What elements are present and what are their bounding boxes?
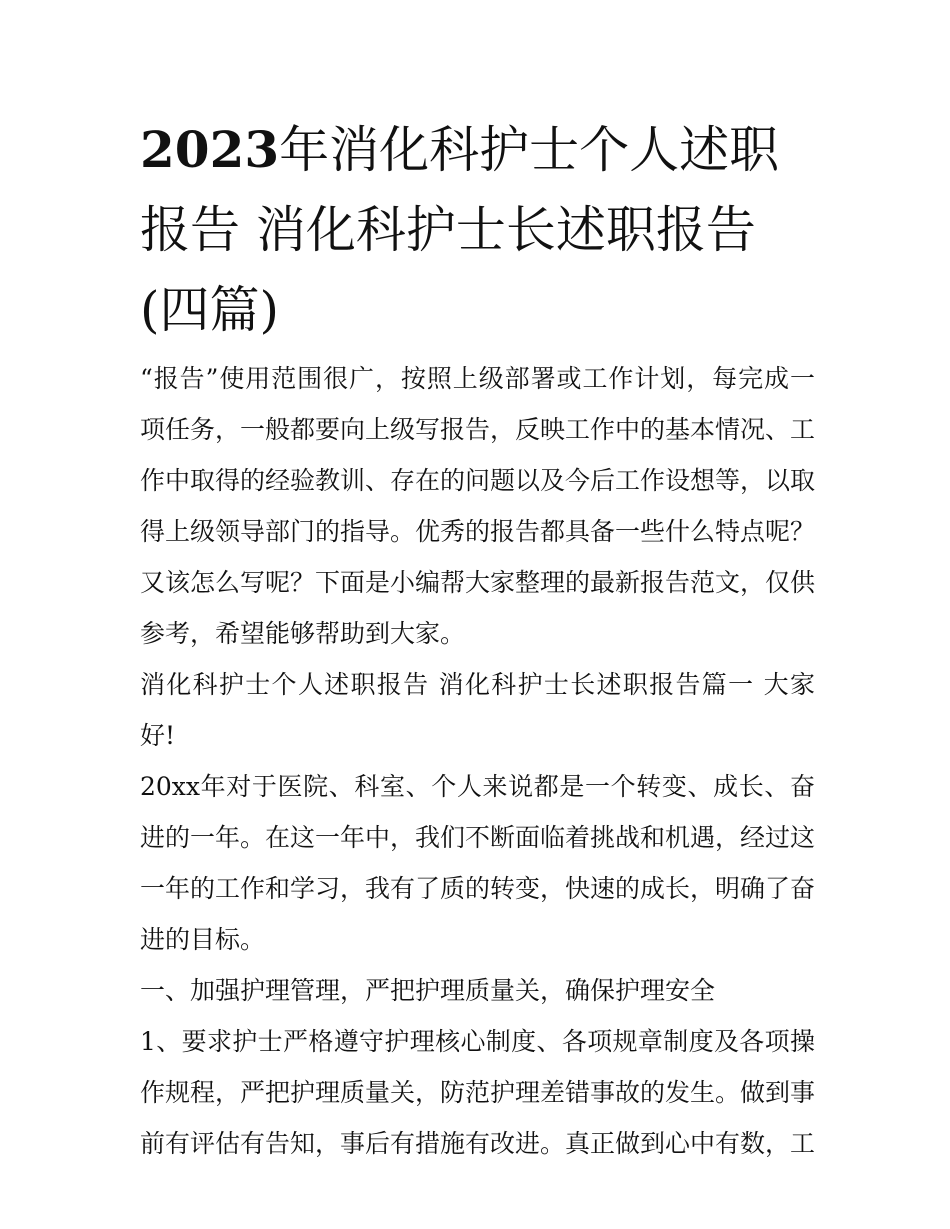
document-title [140,110,815,350]
section-heading-paragraph: 消化科护士个人述职报告 消化科护士长述职报告篇一 大家好! [140,670,815,750]
title-year: 2023 [140,120,280,179]
body-paragraph: 1、要求护士严格遵守护理核心制度、各项规章制度及各项操作规程，严把护理质量关，防范护理差错事故的发生。做到事前有评估有告知，事后有措施有改进。真正做到心中有数，工 [140,1027,816,1158]
document-body [140,353,815,1169]
title-text: 年消化科护士个人述职报告 消化科护士长述职报告(四篇) [140,121,780,339]
body-paragraph: 20xx年对于医院、科室、个人来说都是一个转变、成长、奋进的一年。在这一年中，我们不断面临着挑战和机遇，经过这一年的工作和学习，我有了质的转变，快速的成长，明确了奋进的目标。 [140,772,816,954]
subsection-heading: 一、加强护理管理，严把护理质量关，确保护理安全 [140,976,716,1005]
intro-paragraph: “报告”使用范围很广，按照上级部署或工作计划，每完成一项任务，一般都要向上级写报告，反映工作中的基本情况、工作中取得的经验教训、存在的问题以及今后工作设想等，以取得上级领导部门的指导。优秀的报告都具备一些什么特点呢？又该怎么写呢？下面是小编帮大家整理的最新报告范文，仅供参考，希望能够帮助到大家。 [140,364,816,648]
